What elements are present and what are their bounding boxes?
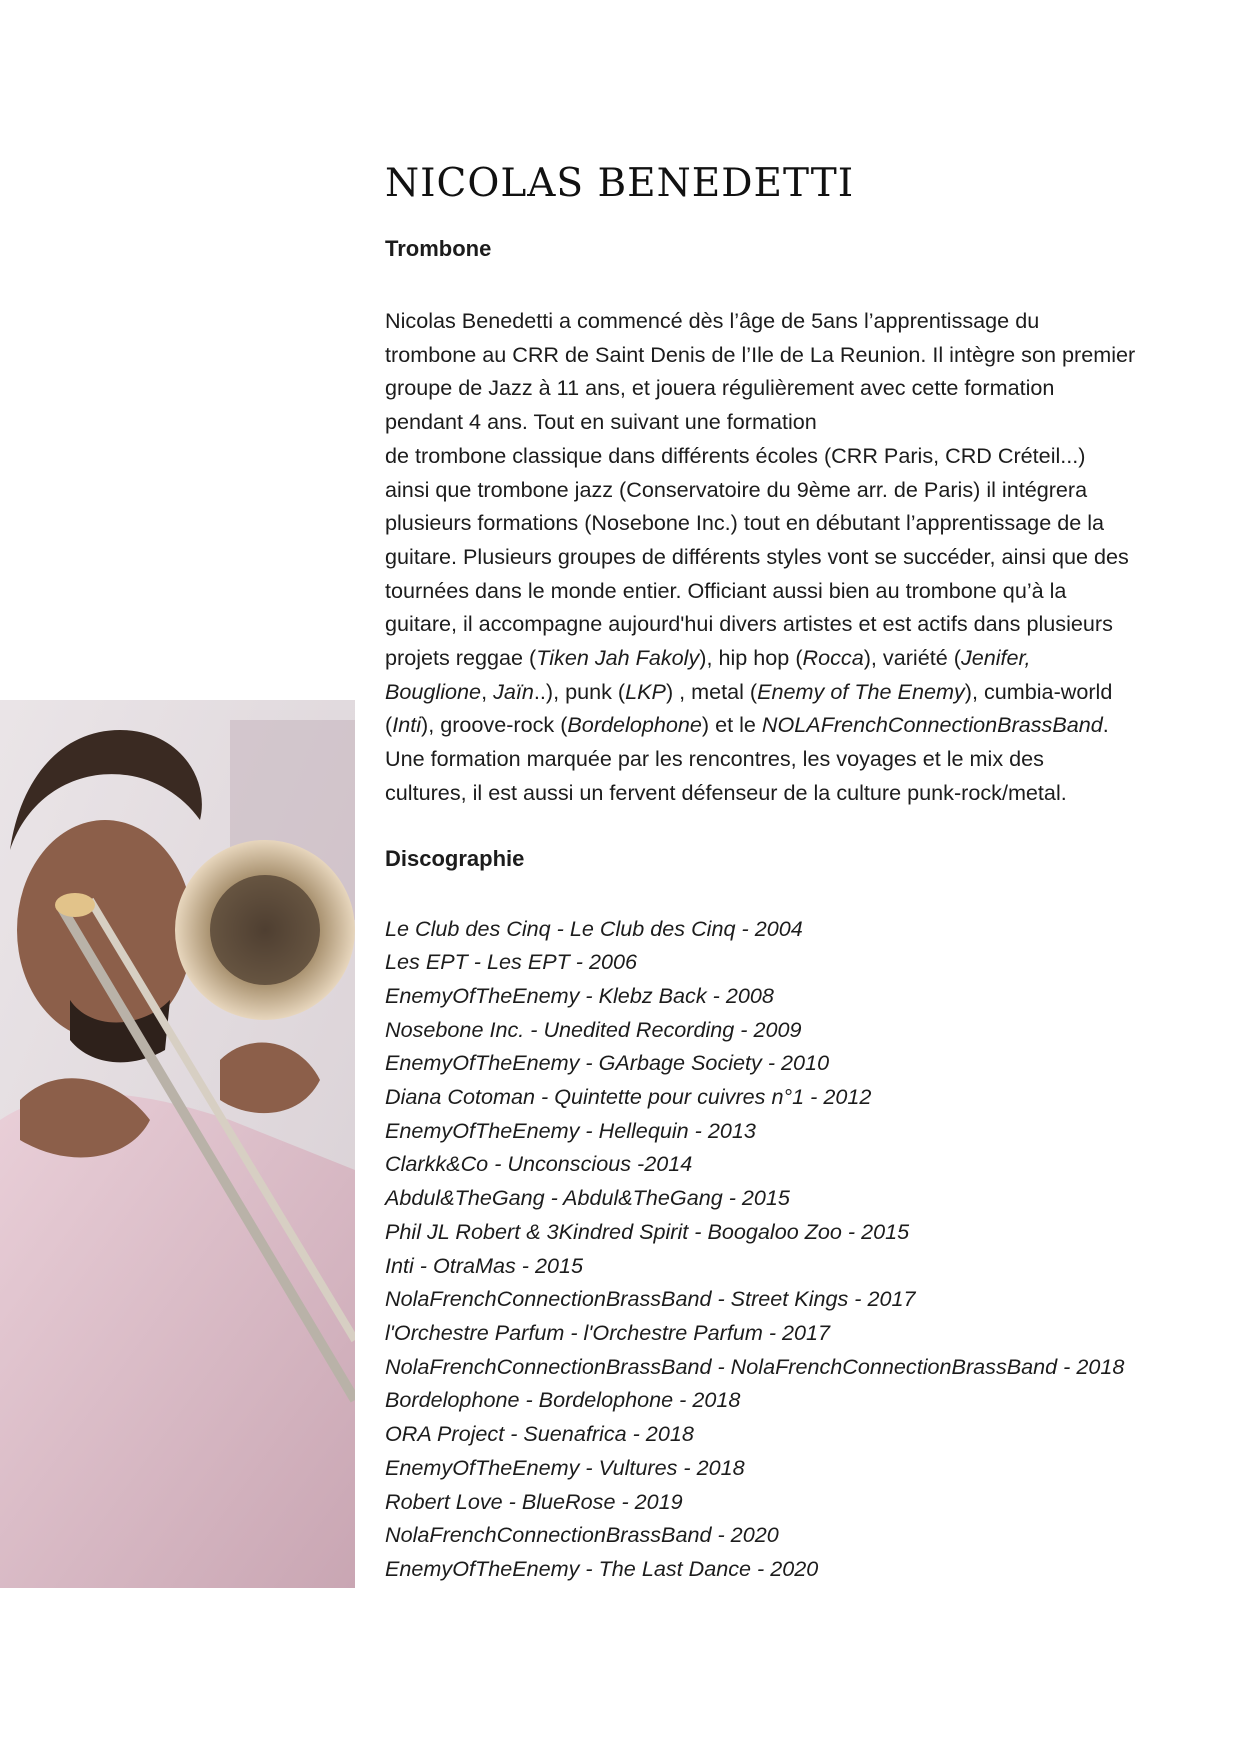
bio-italic-segment: NOLAFrenchConnectionBrassBand: [761, 712, 1103, 738]
bio-line: [385, 708, 1215, 742]
bio-segment: Nicolas Benedetti a commencé dès l’âge de 5ans l’apprentissage du: [385, 308, 1040, 333]
bio-segment: groupe de Jazz à 11 ans, et jouera régulièrement avec cette formation: [385, 375, 1055, 401]
bio-line: [385, 574, 1215, 608]
bio-line: [385, 675, 1215, 709]
bio-segment: ainsi que trombone jazz (Conservatoire du 9ème arr. de Paris) il intégrera: [385, 476, 1088, 502]
bio-segment: plusieurs formations (Nosebone Inc.) tout en débutant l’apprentissage de la: [385, 510, 1105, 536]
bio-line: [385, 338, 1215, 372]
bio-line: [385, 540, 1215, 574]
discography-item: NolaFrenchConnectionBrassBand - Street Kings - 2017: [385, 1286, 916, 1312]
bio-segment: ), groove-rock (: [421, 712, 568, 738]
discography-item: NolaFrenchConnectionBrassBand - 2020: [385, 1522, 779, 1548]
bio-segment: de trombone classique dans différents écoles (CRR Paris, CRD Créteil...): [385, 442, 1086, 468]
bio-italic-segment: Inti: [392, 712, 422, 738]
bio-italic-segment: Bouglione: [385, 678, 482, 704]
bio-segment: cultures, il est aussi un fervent défenseur de la culture punk-rock/metal.: [385, 779, 1067, 805]
discography-list: [385, 912, 1215, 1586]
discography-item: Les EPT - Les EPT - 2006: [385, 949, 638, 975]
bio-segment: tournées dans le monde entier. Officiant aussi bien au trombone qu’à la: [385, 577, 1067, 603]
bio-line: [385, 506, 1215, 540]
bio-line: [385, 439, 1215, 473]
discography-item: EnemyOfTheEnemy - Vultures - 2018: [385, 1454, 745, 1480]
bio-segment: guitare. Plusieurs groupes de différents styles vont se succéder, ainsi que des: [385, 543, 1129, 569]
bio-line: [385, 304, 1215, 338]
bio-italic-segment: Jaïn: [493, 678, 534, 704]
discography-item: Le Club des Cinq - Le Club des Cinq - 2004: [385, 915, 803, 941]
discography-item: EnemyOfTheEnemy - Hellequin - 2013: [385, 1117, 756, 1143]
bio-italic-segment: Enemy of The Enemy: [757, 678, 965, 704]
discography-item: EnemyOfTheEnemy - Klebz Back - 2008: [385, 982, 774, 1008]
bio-italic-segment: LKP: [625, 678, 666, 704]
discography-item: ORA Project - Suenafrica - 2018: [385, 1421, 694, 1447]
bio-segment: ), hip hop (: [699, 645, 803, 671]
musician-photo: [0, 700, 355, 1588]
bio-segment: guitare, il accompagne aujourd'hui divers artistes et est actifs dans plusieurs: [385, 611, 1113, 637]
artist-name: NICOLAS BENEDETTI: [385, 161, 855, 206]
discography-item: NolaFrenchConnectionBrassBand - NolaFrenchConnectionBrassBand - 2018: [385, 1353, 1125, 1379]
discography-item: Robert Love - BlueRose - 2019: [385, 1488, 683, 1514]
bio-segment: ), variété (: [863, 645, 961, 671]
discography-item: Abdul&TheGang - Abdul&TheGang - 2015: [385, 1185, 790, 1211]
bio-line: [385, 776, 1215, 810]
bio-segment: pendant 4 ans. Tout en suivant une formation: [385, 409, 817, 435]
discography-item: Nosebone Inc. - Unedited Recording - 2009: [385, 1016, 802, 1042]
bio-line: [385, 641, 1215, 675]
bio-line: [385, 742, 1215, 776]
bio-segment: Une formation marquée par les rencontres, les voyages et le mix des: [385, 746, 1044, 772]
discography-heading: Discographie: [385, 845, 525, 871]
bio-italic-segment: Tiken Jah Fakoly: [536, 645, 700, 671]
discography-item: Inti - OtraMas - 2015: [385, 1252, 584, 1278]
discography-item: Bordelophone - Bordelophone - 2018: [385, 1387, 741, 1413]
discography-item: Clarkk&Co - Unconscious -2014: [385, 1151, 693, 1177]
profile-content: [385, 160, 1215, 1586]
bio-segment: ), cumbia-world: [964, 678, 1113, 704]
bio-line: [385, 473, 1215, 507]
bio-segment: ) et le: [701, 712, 762, 738]
biography: [385, 304, 1215, 810]
discography-item: Diana Cotoman - Quintette pour cuivres n°1 - 2012: [385, 1084, 872, 1110]
bio-italic-segment: Jenifer,: [960, 645, 1031, 671]
discography-item: EnemyOfTheEnemy - GArbage Society - 2010: [385, 1050, 830, 1076]
bio-italic-segment: Bordelophone: [567, 712, 702, 738]
bio-segment: ..), punk (: [533, 678, 626, 704]
bio-segment: trombone au CRR de Saint Denis de l’Ile de La Reunion. Il intègre son premier: [385, 341, 1136, 367]
bio-segment: projets reggae (: [385, 645, 537, 671]
instrument-heading: Trombone: [385, 236, 492, 261]
bio-segment: (: [385, 712, 393, 738]
bio-segment: .: [1102, 712, 1109, 738]
bio-line: [385, 607, 1215, 641]
bio-segment: ) , metal (: [665, 678, 758, 704]
discography-item: l'Orchestre Parfum - l'Orchestre Parfum - 2017: [385, 1319, 831, 1345]
bio-line: [385, 371, 1215, 405]
bio-italic-segment: Rocca: [802, 645, 864, 671]
discography-item: Phil JL Robert & 3Kindred Spirit - Boogaloo Zoo - 2015: [385, 1218, 910, 1244]
discography-item: EnemyOfTheEnemy - The Last Dance - 2020: [385, 1555, 819, 1581]
bio-segment: ,: [481, 678, 494, 704]
bio-line: [385, 405, 1215, 439]
